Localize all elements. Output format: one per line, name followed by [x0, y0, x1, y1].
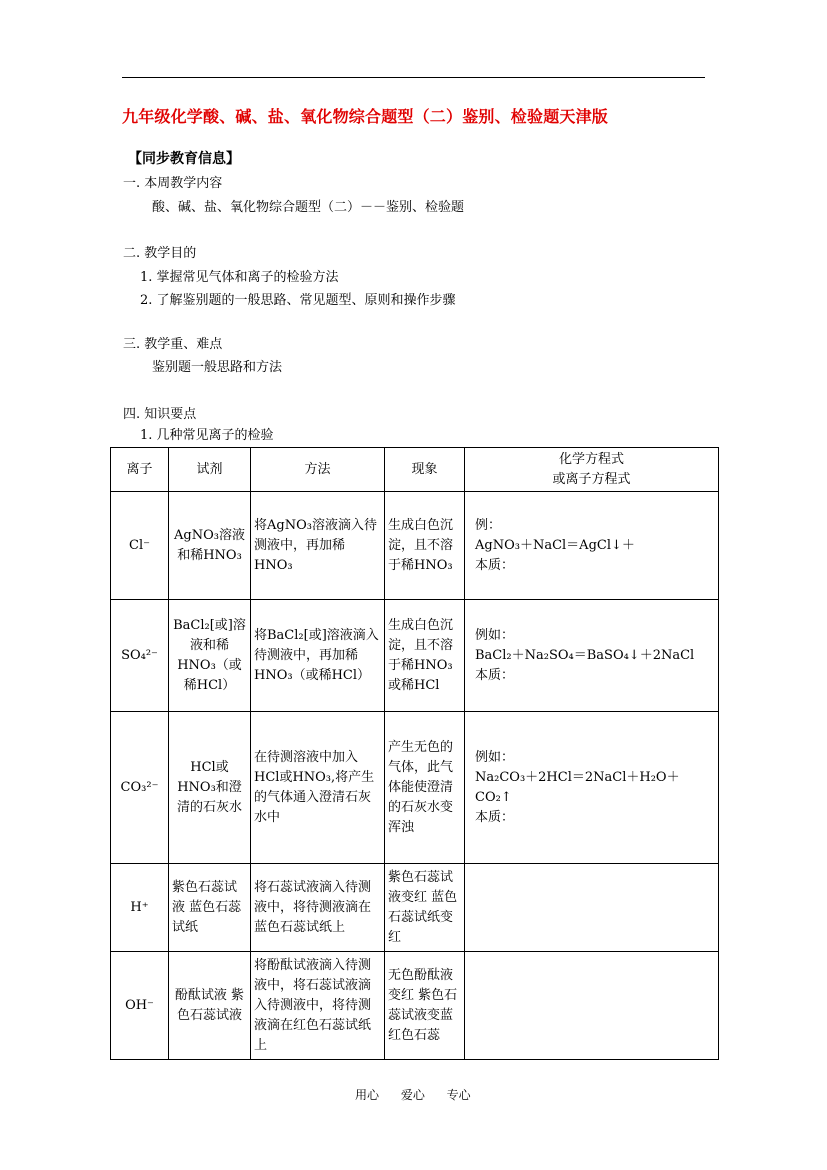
cell-phenomenon: 产生无色的气体，此气体能使澄清的石灰水变浑浊: [385, 712, 465, 864]
s4-heading: 四. 知识要点: [123, 407, 197, 422]
s2-item-1: 1. 掌握常见气体和离子的检验方法: [140, 270, 339, 285]
cell-ion: SO₄²⁻: [111, 600, 169, 712]
s1-heading: 一. 本周教学内容: [123, 176, 223, 191]
header-method: 方法: [251, 448, 385, 492]
header-equation: [465, 448, 719, 492]
equation-label: 例：: [475, 517, 502, 533]
cell-method: 将石蕊试液滴入待测液中，将待测液滴在蓝色石蕊试纸上: [251, 864, 385, 952]
cell-phenomenon: 生成白色沉淀，且不溶于稀HNO₃: [385, 492, 465, 600]
cell-phenomenon: 无色酚酞液变红 紫色石蕊试液变蓝 红色石蕊: [385, 952, 465, 1060]
cell-method: 将BaCl₂[或]溶液滴入待测液中，再加稀HNO₃（或稀HCl）: [251, 600, 385, 712]
s3-heading: 三. 教学重、难点: [123, 337, 223, 352]
table-row: [111, 864, 719, 952]
s1-text: 酸、碱、盐、氧化物综合题型（二）－－鉴别、检验题: [152, 200, 465, 215]
cell-ion: OH⁻: [111, 952, 169, 1060]
cell-equation: [465, 492, 719, 600]
cell-phenomenon: 紫色石蕊试液变红 蓝色石蕊试纸变红: [385, 864, 465, 952]
cell-reagent: 紫色石蕊试液 蓝色石蕊试纸: [169, 864, 251, 952]
s2-item-2: 2. 了解鉴别题的一般思路、常见题型、原则和操作步骤: [140, 293, 456, 308]
table-header-row: [111, 448, 719, 492]
page-footer: 用心 爱心 专心: [355, 1088, 471, 1102]
header-reagent: 试剂: [169, 448, 251, 492]
cell-equation: [465, 952, 719, 1060]
header-phenomenon: 现象: [385, 448, 465, 492]
cell-method: 在待测溶液中加入HCl或HNO₃,将产生的气体通入澄清石灰水中: [251, 712, 385, 864]
table-row: [111, 712, 719, 864]
table-row: [111, 600, 719, 712]
s3-text: 鉴别题一般思路和方法: [152, 360, 283, 375]
s4-item-1: 1. 几种常见离子的检验: [140, 428, 274, 443]
equation-label: 例如：: [475, 749, 515, 765]
cell-ion: H⁺: [111, 864, 169, 952]
essence-label: 本质：: [475, 667, 515, 683]
equation-text: AgNO₃＋NaCl＝AgCl↓＋: [475, 537, 635, 553]
equation-text: Na₂CO₃＋2HCl＝2NaCl＋H₂O＋CO₂↑: [475, 769, 680, 805]
equation-label: 例如：: [475, 627, 515, 643]
cell-ion: Cl⁻: [111, 492, 169, 600]
ion-test-table: [110, 447, 719, 1060]
cell-method: 将酚酞试液滴入待测液中，将石蕊试液滴入待测液中，将待测液滴在红色石蕊试纸上: [251, 952, 385, 1060]
header-ion: 离子: [111, 448, 169, 492]
table-row: [111, 492, 719, 600]
essence-label: 本质：: [475, 557, 515, 573]
equation-text: BaCl₂＋Na₂SO₄＝BaSO₄↓＋2NaCl: [475, 647, 695, 663]
s2-heading: 二. 教学目的: [123, 246, 197, 261]
section-header: 【同步教育信息】: [128, 151, 240, 167]
cell-reagent: HCl或HNO₃和澄清的石灰水: [169, 712, 251, 864]
document-title: 九年级化学酸、碱、盐、氧化物综合题型（二）鉴别、检验题天津版: [122, 107, 609, 126]
cell-equation: [465, 712, 719, 864]
essence-label: 本质：: [475, 809, 515, 825]
header-rule: [122, 77, 705, 78]
header-equation-line2: 或离子方程式: [552, 471, 631, 487]
cell-reagent: BaCl₂[或]溶液和稀HNO₃（或稀HCl）: [169, 600, 251, 712]
cell-method: 将AgNO₃溶液滴入待测液中，再加稀HNO₃: [251, 492, 385, 600]
header-equation-line1: 化学方程式: [558, 451, 624, 467]
cell-reagent: 酚酞试液 紫色石蕊试液: [169, 952, 251, 1060]
table-row: [111, 952, 719, 1060]
cell-equation: [465, 864, 719, 952]
cell-phenomenon: 生成白色沉淀，且不溶于稀HNO₃或稀HCl: [385, 600, 465, 712]
cell-reagent: AgNO₃溶液和稀HNO₃: [169, 492, 251, 600]
cell-equation: [465, 600, 719, 712]
cell-ion: CO₃²⁻: [111, 712, 169, 864]
